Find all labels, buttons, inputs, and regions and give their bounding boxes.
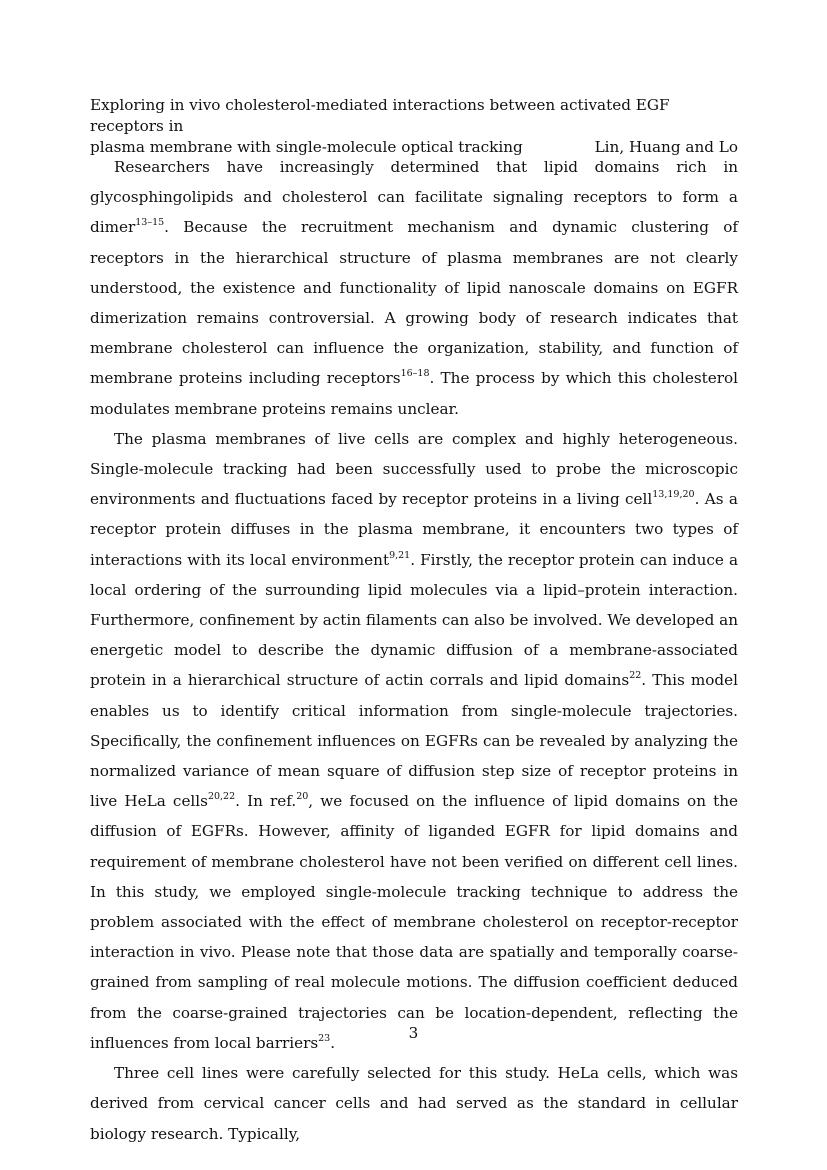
paragraph-text: . In ref.: [235, 792, 297, 811]
paragraph-text: . Firstly, the receptor protein can induce a local ordering of the surrounding lipid molecules via a lipid–protein interaction. Furthermore, confinement by actin filaments can also be involved. We developed an energetic model to describe the dynamic diffusion of a membrane-associated protein in a hierarchical structure of actin corrals and lipid domains: [90, 550, 739, 690]
paragraph-text: . Because the recruitment mechanism and dynamic clustering of receptors in the hierarchical structure of plasma membranes are not clearly understood, the existence and functionality of lipid nanoscale domains on EGFR dimerization remains controversial. A growing body of research indicates that membrane cholesterol can influence the organization, stability, and function of membrane proteins including receptors: [90, 218, 738, 388]
citation-superscript: 23: [318, 1032, 331, 1044]
citation-superscript: 22: [629, 670, 642, 682]
page-number: 3: [408, 1024, 419, 1042]
citation-superscript: 20: [296, 791, 309, 803]
running-header: [90, 95, 738, 158]
paragraph-text: , we focused on the influence of lipid domains on the diffusion of EGFRs. However, affinity of liganded EGFR for lipid domains and requirement of membrane cholesterol have not been verified on different cell lines. In this study, we employed single-molecule tracking technique to address the problem associated with the effect of membrane cholesterol on receptor-receptor interaction in vivo. Please note that those data are spatially and temporally coarse-grained from sampling of real molecule motions. The diffusion coefficient deduced from the coarse-grained trajectories can be location-dependent, reflecting the influences from local barriers: [90, 792, 738, 1052]
header-authors: Lin, Huang and Lo: [594, 138, 738, 156]
paragraph-text: .: [330, 1033, 336, 1052]
paragraph: [90, 424, 738, 1058]
citation-superscript: 9,21: [389, 549, 411, 561]
citation-superscript: 16–18: [400, 368, 430, 380]
paragraph-text: . As a receptor protein diffuses in the plasma membrane, it encounters two types of interactions with its local environment: [90, 490, 738, 569]
paragraph-text: . This model enables us to identify critical information from single-molecule trajectories. Specifically, the confinement influences on EGFRs can be revealed by analyzing the normalized variance of mean square of diffusion step size of receptor proteins in live HeLa cells: [90, 671, 738, 811]
paragraph-text: Three cell lines were carefully selected for this study. HeLa cells, which was derived from cervical cancer cells and had served as the standard in cellular biology research. Typically,: [90, 1064, 738, 1143]
header-title-line2: plasma membrane with single-molecule optical tracking: [90, 138, 523, 156]
paragraph: [90, 152, 738, 424]
body-text: [90, 152, 738, 1149]
citation-superscript: 13,19,20: [652, 489, 695, 501]
paragraph-text: The plasma membranes of live cells are complex and highly heterogeneous. Single-molecule tracking had been successfully used to probe the microscopic environments and fluctuations faced by receptor proteins in a living cell: [90, 429, 738, 509]
paragraph-text: Researchers have increasingly determined that lipid domains rich in glycosphingolipids and cholesterol can facilitate signaling receptors to form a dimer: [90, 158, 738, 237]
paragraph-text: . The process by which this cholesterol modulates membrane proteins remains unclear.: [90, 369, 738, 418]
header-title-line1: Exploring in vivo cholesterol-mediated interactions between activated EGF receptors in: [90, 96, 670, 135]
paragraph: [90, 1058, 738, 1149]
citation-superscript: 13–15: [135, 217, 165, 229]
citation-superscript: 20,22: [207, 791, 236, 803]
